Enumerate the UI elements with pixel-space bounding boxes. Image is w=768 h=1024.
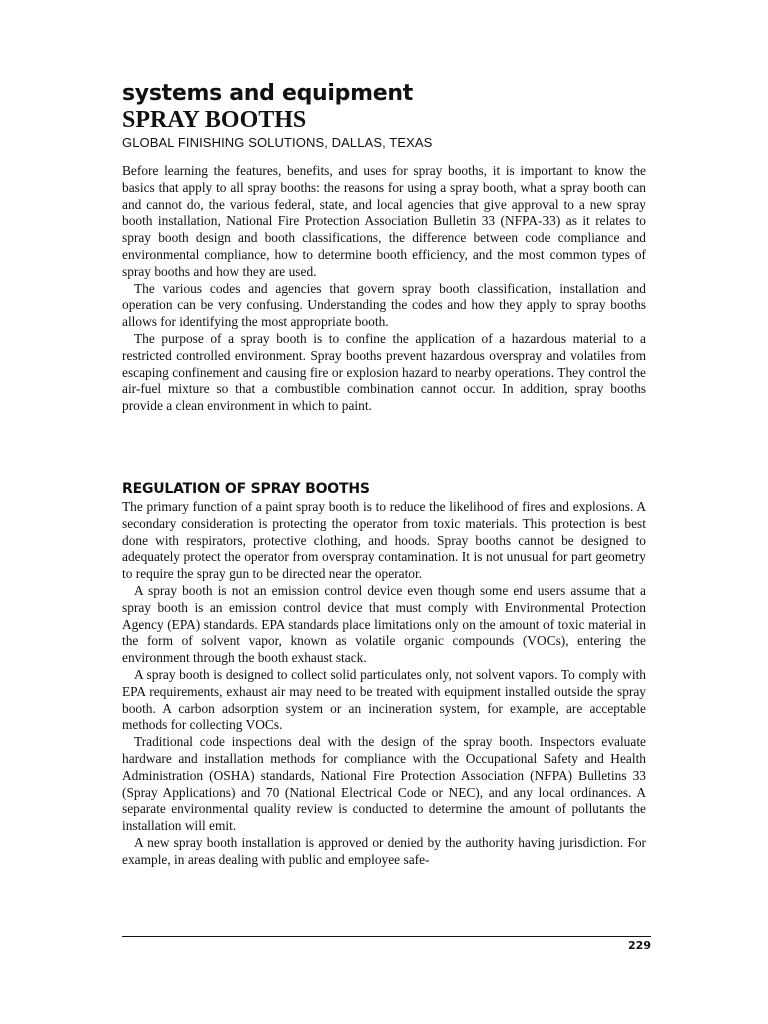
regulation-paragraph-2: A spray booth is not an emission control device even though some end users assume that a spray booth is an emission control device that must comply with Environmental Protection Agency (EPA) standards. EPA standards place limitations only on the amount of toxic material in the form of solvent vapor, known as volatile organic compounds (VOCs), entering the environment through the booth exhaust stack. [122, 582, 646, 666]
intro-section [122, 163, 646, 415]
section-kicker: systems and equipment [122, 81, 413, 106]
regulation-paragraph-3: A spray booth is designed to collect solid particulates only, not solvent vapors. To comply with EPA requirements, exhaust air may need to be treated with equipment installed outside the spray booth. A carbon adsorption system or an incineration system, for example, are acceptable methods for collecting VOCs. [122, 666, 646, 733]
regulation-heading: REGULATION OF SPRAY BOOTHS [122, 481, 370, 497]
article-byline: GLOBAL FINISHING SOLUTIONS, DALLAS, TEXAS [122, 135, 433, 150]
intro-paragraph-1: Before learning the features, benefits, and uses for spray booths, it is important to know the basics that apply to all spray booths: the reasons for using a spray booth, what a spray booth can and cannot do, the various federal, state, and local agencies that give approval to a new spray booth installation, National Fire Protection Association Bulletin 33 (NFPA-33) as it relates to spray booth design and booth classifications, the difference between code compliance and environmental compliance, how to determine booth efficiency, and the most common types of spray booths and how they are used. [122, 163, 646, 279]
regulation-paragraph-5: A new spray booth installation is approved or denied by the authority having jurisdiction. For example, in areas dealing with public and employee safe- [122, 834, 646, 867]
regulation-paragraph-1: The primary function of a paint spray booth is to reduce the likelihood of fires and explosions. A secondary consideration is protecting the operator from toxic materials. This protection is best done with respirators, protective clothing, and hoods. Spray booths cannot be designed to adequately protect the operator from overspray contamination. It is not unusual for part geometry to require the spray gun to be directed near the operator. [122, 499, 646, 582]
regulation-section [122, 499, 646, 869]
page-number: 229 [628, 939, 651, 952]
regulation-paragraph-4: Traditional code inspections deal with the design of the spray booth. Inspectors evaluate hardware and installation methods for compliance with the Occupational Safety and Health Administration (OSHA) standards, National Fire Protection Association (NFPA) Bulletins 33 (Spray Applications) and 70 (National Electrical Code or NEC), and any local ordinances. A separate environmental quality review is conducted to determine the amount of pollutants the installation will emit. [122, 734, 646, 834]
article-title: SPRAY BOOTHS [122, 107, 307, 133]
footer-rule [122, 936, 651, 937]
intro-paragraph-3: The purpose of a spray booth is to confine the application of a hazardous material to a restricted controlled environment. Spray booths prevent hazardous overspray and volatiles from escaping confinement and causing fire or explosion hazard to nearby operations. They control the air-fuel mixture so that a combustible combination cannot occur. In addition, spray booths provide a clean environment in which to paint. [122, 330, 646, 414]
intro-paragraph-2: The various codes and agencies that govern spray booth classification, installation and operation can be very confusing. Understanding the codes and how they apply to spray booths allows for identifying the most appropriate booth. [122, 280, 646, 330]
